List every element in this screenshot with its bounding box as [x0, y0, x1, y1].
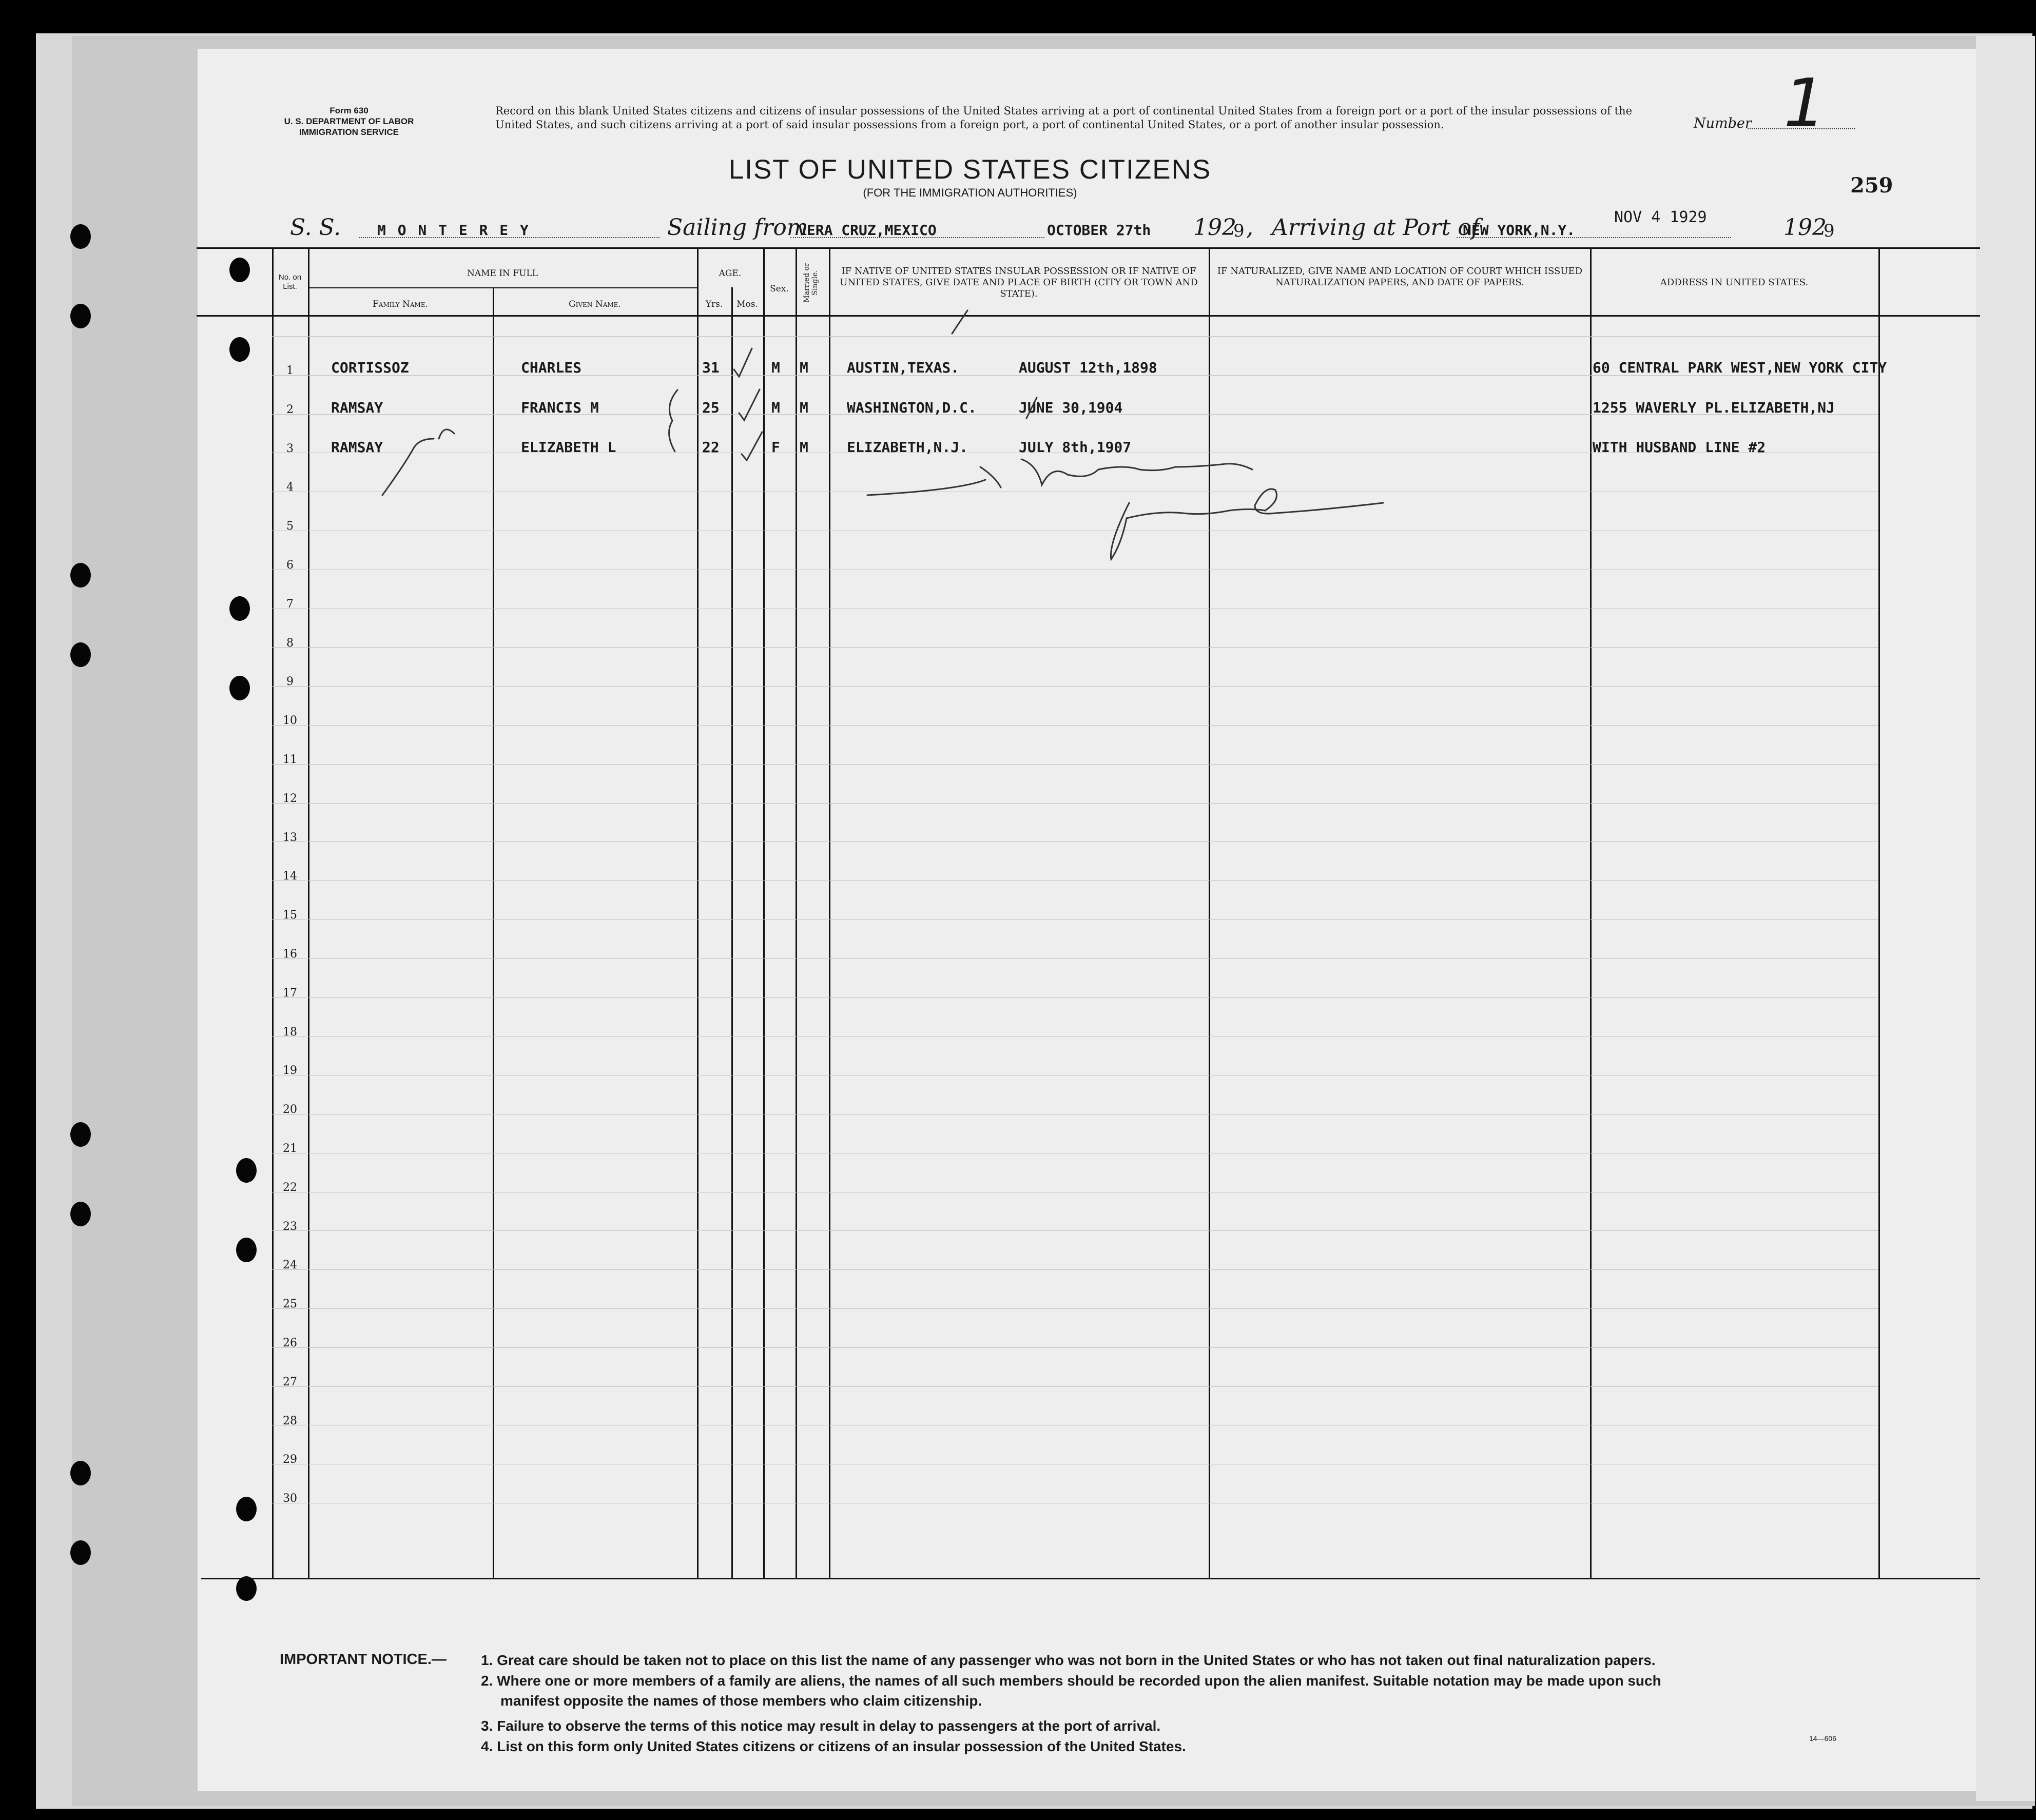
row-number: 16	[283, 948, 297, 961]
department-name: U. S. DEPARTMENT OF LABOR	[284, 116, 414, 126]
check-mark	[952, 310, 967, 334]
notice-item-2-cont: manifest opposite the names of those members who claim citizenship.	[500, 1693, 982, 1709]
row-number: 15	[283, 909, 297, 922]
row-number: 2	[286, 403, 294, 416]
form-number: Form 630	[329, 106, 369, 115]
row-number: 22	[283, 1181, 297, 1194]
row-number: 10	[283, 714, 297, 727]
age-years: 22	[702, 439, 720, 456]
row-number: 6	[286, 559, 294, 572]
check-mark	[1026, 398, 1037, 418]
row-number: 27	[283, 1376, 297, 1388]
header-given-name: Given Name.	[569, 299, 621, 309]
instructions-text: Record on this blank United States citizens and citizens of insular possessions of the United States arriving at a port of continental United States from a foreign port or a port of the insular possessions of the United States, and such citizens arriving at a port of said insular possessions from a foreign port, a port of continental United States, or a port of another insular possession.	[495, 105, 1632, 131]
header-family-name: Family Name.	[372, 299, 428, 309]
row-number: 19	[283, 1064, 297, 1077]
check-mark	[739, 389, 760, 420]
ship-name: M O N T E R E Y	[377, 222, 530, 239]
document-title: LIST OF UNITED STATES CITIZENS	[728, 154, 1212, 185]
header-birth: IF NATIVE OF UNITED STATES INSULAR POSSESSION OR IF NATIVE OF UNITED STATES, GIVE DATE AND PLACE OF BIRTH (CITY OR TOWN AND STATE).	[840, 266, 1198, 299]
header-no-on-list: No. on List.	[278, 273, 302, 291]
arriving-port: NEW YORK,N.Y.	[1463, 222, 1576, 239]
row-number: 21	[283, 1142, 297, 1155]
row-number: 17	[283, 987, 297, 1000]
check-mark	[742, 432, 762, 460]
given-name: ELIZABETH L	[521, 439, 616, 456]
row-number: 5	[286, 520, 294, 533]
row-number: 28	[283, 1415, 297, 1427]
row-number: 23	[283, 1220, 297, 1233]
row-number: 29	[283, 1453, 297, 1466]
arrival-date-stamp: NOV 4 1929	[1614, 208, 1707, 226]
birth-place: AUSTIN,TEXAS.	[847, 359, 960, 376]
number-label: Number	[1694, 115, 1752, 131]
sailing-year-suffix: 9	[1233, 221, 1245, 241]
age-years: 25	[702, 399, 720, 416]
marital-status: M	[800, 439, 808, 456]
arrival-year-suffix: 9	[1824, 221, 1835, 241]
family-name: CORTISSOZ	[331, 359, 409, 376]
notice-item-3: 3. Failure to observe the terms of this notice may result in delay to passengers at the port of arrival.	[481, 1718, 1161, 1734]
sailing-from-port: VERA CRUZ,MEXICO	[798, 222, 937, 239]
sailing-from-label: Sailing from	[667, 214, 808, 241]
row-number: 3	[286, 442, 294, 455]
birth-date: JUNE 30,1904	[1019, 399, 1123, 416]
header-sex: Sex.	[770, 284, 789, 294]
row-number: 8	[286, 637, 294, 650]
header-address: ADDRESS IN UNITED STATES.	[1660, 277, 1809, 288]
row-number: 18	[283, 1026, 297, 1039]
notice-item-1: 1. Great care should be taken not to place on this list the name of any passenger who was not born in the United States or who has not taken out final naturalization papers.	[481, 1652, 1656, 1668]
footer-code: 14—606	[1809, 1734, 1836, 1743]
header-mos: Mos.	[736, 299, 758, 309]
marital-status: M	[800, 399, 808, 416]
document-subtitle: (FOR THE IMMIGRATION AUTHORITIES)	[863, 186, 1077, 199]
page-number: 259	[1850, 173, 1893, 198]
row-number: 14	[283, 870, 297, 883]
header-naturalized: IF NATURALIZED, GIVE NAME AND LOCATION OF COURT WHICH ISSUED NATURALIZATION PAPERS, AND DATE OF PAPERS.	[1217, 266, 1583, 288]
header-married-or-single: Married or Single.	[803, 263, 819, 303]
row-number: 24	[283, 1259, 297, 1271]
header-name-in-full: NAME IN FULL	[467, 268, 538, 279]
notice-lead: IMPORTANT NOTICE.—	[280, 1651, 447, 1668]
check-mark	[734, 348, 752, 377]
comma: ,	[1246, 214, 1253, 241]
handwritten-note	[382, 429, 454, 495]
list-number: 1	[1783, 64, 1826, 142]
given-name: FRANCIS M	[521, 399, 599, 416]
arrival-year-prefix: 192	[1783, 214, 1827, 241]
given-name: CHARLES	[521, 359, 582, 376]
row-number: 9	[286, 675, 294, 688]
handwritten-signature	[867, 459, 1252, 495]
birth-place: ELIZABETH,N.J.	[847, 439, 968, 456]
notice-item-4: 4. List on this form only United States citizens or citizens of an insular possession of the United States.	[481, 1738, 1186, 1754]
row-number: 20	[283, 1103, 297, 1116]
row-number: 1	[286, 364, 294, 377]
row-number: 12	[283, 792, 297, 805]
sex: M	[771, 399, 780, 416]
row-number: 4	[286, 481, 294, 494]
row-number: 26	[283, 1337, 297, 1349]
marital-status: M	[800, 359, 808, 376]
header-age: AGE.	[719, 268, 742, 279]
birth-date: AUGUST 12th,1898	[1019, 359, 1157, 376]
sailing-date: OCTOBER 27th	[1047, 222, 1151, 239]
header-yrs: Yrs.	[705, 299, 723, 309]
ss-label: S. S.	[290, 214, 341, 241]
arriving-label: Arriving at Port of	[1272, 214, 1480, 241]
sex: M	[771, 359, 780, 376]
address: 60 CENTRAL PARK WEST,NEW YORK CITY	[1593, 359, 1887, 376]
notice-item-2: 2. Where one or more members of a family are aliens, the names of all such members should be recorded upon the alien manifest. Suitable notation may be made upon such	[481, 1673, 1661, 1689]
family-name: RAMSAY	[331, 399, 383, 416]
age-years: 31	[702, 359, 720, 376]
address: 1255 WAVERLY PL.ELIZABETH,NJ	[1593, 399, 1835, 416]
family-name: RAMSAY	[331, 439, 383, 456]
handwritten-signature	[1111, 489, 1383, 559]
row-number: 25	[283, 1298, 297, 1310]
row-number: 13	[283, 831, 297, 844]
service-name: IMMIGRATION SERVICE	[299, 127, 399, 137]
birth-date: JULY 8th,1907	[1019, 439, 1132, 456]
address: WITH HUSBAND LINE #2	[1593, 439, 1766, 456]
sailing-year-prefix: 192	[1193, 214, 1236, 241]
row-number: 7	[286, 598, 294, 611]
birth-place: WASHINGTON,D.C.	[847, 399, 977, 416]
sex: F	[771, 439, 780, 456]
row-number: 30	[283, 1492, 297, 1505]
family-brace	[669, 390, 677, 452]
row-number: 11	[283, 753, 297, 766]
